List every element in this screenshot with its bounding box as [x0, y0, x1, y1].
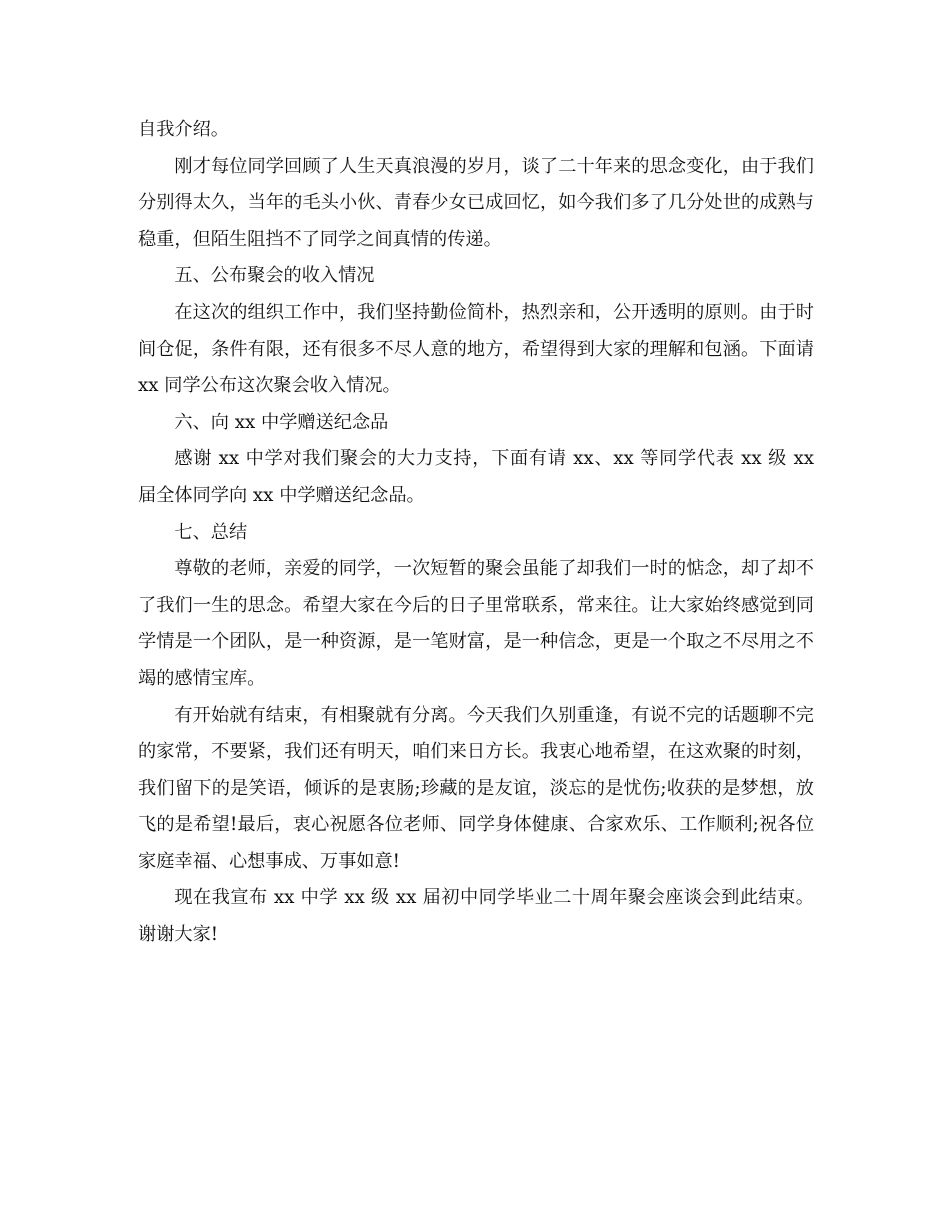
document-body [138, 112, 814, 954]
paragraph-self-introduction: 自我介绍。 [138, 119, 229, 140]
paragraph-souvenir: 感谢 xx 中学对我们聚会的大力支持，下面有请 xx、xx 等同学代表 xx 级 xx 届全体同学向 xx 中学赠送纪念品。 [138, 448, 814, 506]
paragraph-summary: 尊敬的老师，亲爱的同学，一次短暂的聚会虽能了却我们一时的惦念，却了却不了我们一生的思念。希望大家在今后的日子里常联系，常来往。让大家始终感觉到同学情是一个团队，是一种资源，是一笔财富，是一种信念，更是一个取之不尽用之不竭的感情宝库。 [138, 558, 814, 689]
section-heading-summary: 七、总结 [174, 521, 248, 543]
paragraph-closing: 现在我宣布 xx 中学 xx 级 xx 届初中同学毕业二十周年聚会座谈会到此结束。谢谢大家! [138, 887, 814, 946]
section-heading-souvenir: 六、向 xx 中学赠送纪念品 [174, 411, 389, 433]
section-heading-income: 五、公布聚会的收入情况 [174, 265, 375, 287]
paragraph-income-report: 在这次的组织工作中，我们坚持勤俭简朴，热烈亲和，公开透明的原则。由于时间仓促，条件有限，还有很多不尽人意的地方，希望得到大家的理解和包涵。下面请 xx 同学公布这次聚会收入情况。 [138, 301, 814, 397]
paragraph-classmates-review: 刚才每位同学回顾了人生天真浪漫的岁月，谈了二十年来的思念变化，由于我们分别得太久，当年的毛头小伙、青春少女已成回忆，如今我们多了几分处世的成熟与稳重，但陌生阻挡不了同学之间真情的传递。 [138, 155, 814, 250]
paragraph-farewell: 有开始就有结束，有相聚就有分离。今天我们久别重逢，有说不完的话题聊不完的家常，不要紧，我们还有明天，咱们来日方长。我衷心地希望，在这欢聚的时刻，我们留下的是笑语，倾诉的是衷肠;珍藏的是友谊，淡忘的是忧伤;收获的是梦想，放飞的是希望!最后，衷心祝愿各位老师、同学身体健康、合家欢乐、工作顺利;祝各位家庭幸福、心想事成、万事如意! [138, 704, 814, 872]
